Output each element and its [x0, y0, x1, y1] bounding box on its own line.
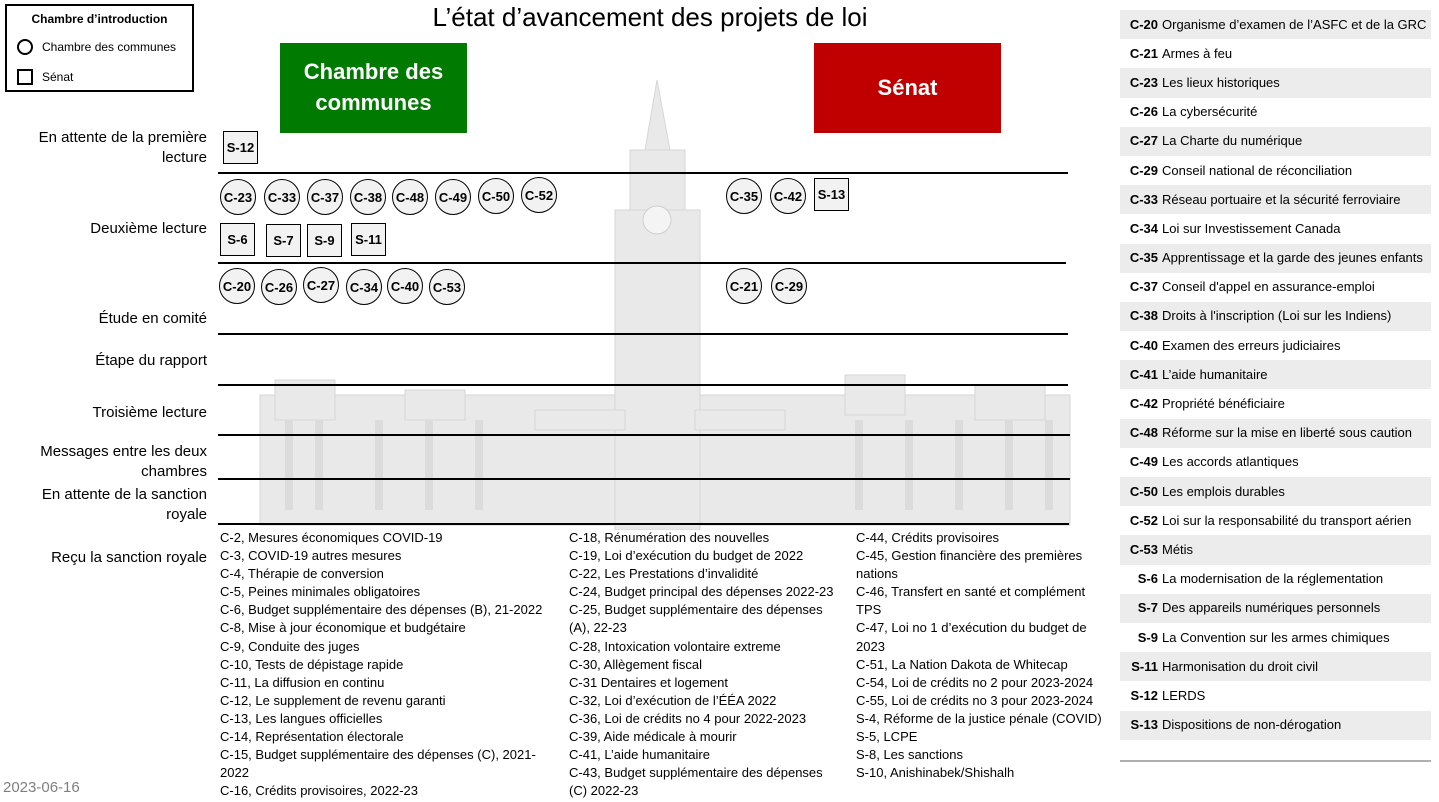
- legend: [5, 4, 194, 92]
- bill-badge[interactable]: C-38: [350, 179, 386, 215]
- bill-code: C-37: [1129, 279, 1158, 295]
- royal-assent-item: C-13, Les langues officielles: [220, 710, 383, 726]
- legend-commons: [17, 39, 176, 55]
- bill-list-row: [1120, 681, 1431, 710]
- bill-list-row: [1120, 244, 1431, 273]
- bill-code: C-52: [1129, 512, 1158, 528]
- bill-title: Les emplois durables: [1162, 483, 1285, 499]
- bill-title: Droits à l'inscription (Loi sur les Indiens): [1162, 308, 1392, 324]
- bill-code: C-23: [1129, 74, 1158, 90]
- bill-badge[interactable]: C-40: [387, 268, 423, 304]
- stage-royal-assent-pending: En attente de la sanction royale: [41, 486, 207, 523]
- bill-code: S-12: [1130, 687, 1158, 703]
- bill-badge[interactable]: C-50: [478, 178, 514, 214]
- bill-code: C-21: [1129, 45, 1158, 61]
- bill-badge[interactable]: C-53: [429, 269, 465, 305]
- bill-list-row: [1120, 331, 1431, 360]
- bill-list-row: [1120, 10, 1431, 39]
- bill-code: C-38: [1129, 308, 1158, 324]
- royal-assent-item: C-22, Les Prestations d’invalidité: [569, 566, 759, 582]
- bill-list-row: [1120, 711, 1431, 740]
- divider: [218, 478, 1070, 480]
- circle-icon: [17, 39, 33, 55]
- bill-list-row: [1120, 477, 1431, 506]
- commons-header: [280, 43, 467, 133]
- bill-title: L’aide humanitaire: [1162, 366, 1268, 382]
- royal-assent-item: C-46, Transfert en santé et complément: [856, 584, 1086, 600]
- royal-assent-item: C-43, Budget supplémentaire des dépenses: [569, 765, 823, 781]
- royal-assent-item: C-41, L’aide humanitaire: [569, 747, 710, 763]
- bill-list-row: [1120, 302, 1431, 331]
- bill-list-row: [1120, 39, 1431, 68]
- bill-badge[interactable]: C-37: [307, 179, 343, 215]
- divider: [218, 523, 1069, 525]
- royal-assent-item: C-44, Crédits provisoires: [856, 530, 1000, 545]
- royal-assent-item: nations: [856, 566, 898, 582]
- bill-badge[interactable]: C-29: [771, 268, 807, 304]
- bill-list-row: [1120, 419, 1431, 448]
- royal-assent-item: 2023: [856, 638, 885, 654]
- bill-title: Métis: [1162, 541, 1194, 557]
- royal-assent-item: C-54, Loi de crédits no 2 pour 2023-2024: [856, 674, 1094, 690]
- royal-assent-item: C-14, Représentation électorale: [220, 729, 404, 745]
- bill-badge[interactable]: C-33: [264, 179, 300, 215]
- stage-first-reading: En attente de la première lecture: [38, 129, 207, 166]
- royal-assent-col-3: [856, 529, 1102, 782]
- bill-title: Réseau portuaire et la sécurité ferroviaire: [1162, 191, 1401, 207]
- royal-assent-col-1: [220, 529, 542, 800]
- bill-list-row: [1120, 68, 1431, 97]
- royal-assent-col-2: [569, 529, 834, 800]
- bill-badge[interactable]: S-12: [223, 131, 258, 164]
- royal-assent-item: TPS: [856, 602, 882, 618]
- royal-assent-item: C-47, Loi no 1 d’exécution du budget de: [856, 620, 1087, 636]
- legend-title: Chambre d’introduction: [31, 12, 168, 26]
- bill-title: Des appareils numériques personnels: [1162, 600, 1381, 616]
- royal-assent-item: C-8, Mise à jour économique et budgétaire: [220, 620, 466, 636]
- stage-report: Étape du rapport: [95, 352, 207, 369]
- bill-code: S-11: [1131, 658, 1158, 674]
- bill-list-row: [1120, 623, 1431, 652]
- bill-title: Propriété bénéficiaire: [1162, 396, 1285, 412]
- bill-title: La Convention sur les armes chimiques: [1162, 629, 1390, 645]
- royal-assent-item: C-19, Loi d’exécution du budget de 2022: [569, 548, 804, 564]
- bill-list-row: [1120, 565, 1431, 594]
- bill-title: Dispositions de non-dérogation: [1162, 717, 1342, 733]
- bill-list-row: [1120, 506, 1431, 535]
- bill-code: C-33: [1129, 191, 1158, 207]
- date-label: 2023-06-16: [3, 779, 80, 796]
- bill-badge[interactable]: C-23: [220, 179, 256, 215]
- royal-assent-item: C-30, Allègement fiscal: [569, 656, 702, 672]
- bill-code: C-29: [1129, 162, 1158, 178]
- bill-code: C-40: [1129, 337, 1158, 353]
- bill-badge[interactable]: C-21: [726, 268, 762, 304]
- royal-assent-item: S-4, Réforme de la justice pénale (COVID): [856, 710, 1102, 726]
- bill-list-row: [1120, 535, 1431, 564]
- royal-assent-item: C-55, Loi de crédits no 3 pour 2023-2024: [856, 692, 1094, 708]
- bill-list-row: [1120, 389, 1431, 418]
- bill-code: C-53: [1129, 541, 1158, 557]
- bill-code: S-9: [1137, 629, 1158, 645]
- bill-code: C-35: [1129, 250, 1158, 266]
- bill-code: S-13: [1130, 717, 1158, 733]
- royal-assent-item: C-5, Peines minimales obligatoires: [220, 584, 421, 600]
- royal-assent-item: S-8, Les sanctions: [856, 747, 963, 763]
- bill-badge[interactable]: S-7: [266, 224, 301, 257]
- bill-code: C-20: [1129, 16, 1158, 32]
- senate-header-label: Sénat: [877, 74, 938, 100]
- divider: [218, 434, 1070, 436]
- bill-list: [1120, 10, 1431, 740]
- royal-assent-item: C-24, Budget principal des dépenses 2022-23: [569, 584, 834, 600]
- bill-title: Les lieux historiques: [1162, 74, 1280, 90]
- bill-title: Loi sur Investissement Canada: [1162, 220, 1341, 236]
- square-icon: [17, 69, 33, 85]
- divider: [218, 333, 1068, 335]
- bill-code: S-6: [1137, 571, 1158, 587]
- royal-assent-item: S-5, LCPE: [856, 729, 918, 745]
- divider: [1120, 760, 1431, 762]
- bill-badge[interactable]: S-6: [220, 223, 255, 256]
- legend-senate-label: Sénat: [42, 70, 74, 84]
- royal-assent-item: C-25, Budget supplémentaire des dépenses: [569, 602, 823, 618]
- royal-assent-item: C-36, Loi de crédits no 4 pour 2022-2023: [569, 710, 807, 726]
- bill-title: Conseil d'appel en assurance-emploi: [1162, 279, 1375, 295]
- bill-badge[interactable]: C-35: [726, 178, 762, 214]
- bill-list-row: [1120, 98, 1431, 127]
- royal-assent-item: S-10, Anishinabek/Shishalh: [856, 765, 1015, 781]
- bill-code: C-34: [1129, 220, 1158, 236]
- royal-assent-item: C-28, Intoxication volontaire extreme: [569, 638, 781, 654]
- divider: [218, 172, 1068, 174]
- stage-committee: Étude en comité: [98, 310, 207, 327]
- bill-list-row: [1120, 594, 1431, 623]
- stage-third-reading: Troisième lecture: [92, 404, 207, 421]
- royal-assent-item: C-9, Conduite des juges: [220, 638, 360, 654]
- bill-title: Les accords atlantiques: [1162, 454, 1299, 470]
- legend-commons-label: Chambre des communes: [42, 40, 177, 54]
- bill-list-row: [1120, 185, 1431, 214]
- bill-title: Examen des erreurs judiciaires: [1162, 337, 1341, 353]
- bill-title: Loi sur la responsabilité du transport aérien: [1162, 512, 1412, 528]
- stage-second-reading: Deuxième lecture: [90, 220, 207, 237]
- stage-royal-assent: Reçu la sanction royale: [51, 549, 207, 566]
- bill-badge[interactable]: C-49: [435, 179, 471, 215]
- royal-assent-item: C-2, Mesures économiques COVID-19: [220, 530, 443, 545]
- bill-title: LERDS: [1162, 687, 1206, 703]
- bill-title: Apprentissage et la garde des jeunes enfants: [1162, 250, 1423, 266]
- royal-assent-item: C-10, Tests de dépistage rapide: [220, 656, 404, 672]
- bill-list-row: [1120, 214, 1431, 243]
- bill-code: C-50: [1129, 483, 1158, 499]
- royal-assent-item: C-6, Budget supplémentaire des dépenses (B), 21-2022: [220, 602, 543, 618]
- bill-code: C-27: [1129, 133, 1158, 149]
- bill-badge[interactable]: C-34: [346, 269, 382, 305]
- royal-assent-item: C-39, Aide médicale à mourir: [569, 729, 737, 745]
- bill-badge[interactable]: C-20: [219, 268, 255, 304]
- royal-assent-item: C-4, Thérapie de conversion: [220, 566, 384, 582]
- bill-code: C-49: [1129, 454, 1158, 470]
- bill-list-row: [1120, 360, 1431, 389]
- page-title: L’état d’avancement des projets de loi: [432, 2, 868, 32]
- bill-title: Organisme d’examen de l’ASFC et de la GRC: [1162, 16, 1427, 32]
- bill-badge[interactable]: S-9: [307, 224, 342, 257]
- royal-assent-item: C-32, Loi d’exécution de l’ÉÉA 2022: [569, 692, 777, 708]
- bill-code: C-41: [1129, 366, 1158, 382]
- bill-title: Armes à feu: [1162, 45, 1233, 61]
- legend-senate: [17, 69, 73, 85]
- royal-assent-item: 2022: [220, 765, 249, 781]
- royal-assent-item: (A), 22-23: [569, 620, 627, 636]
- bill-badge[interactable]: C-42: [770, 178, 806, 214]
- bill-code: S-7: [1137, 600, 1158, 616]
- bill-code: C-26: [1129, 104, 1158, 120]
- commons-header-label: Chambre des communes: [303, 59, 444, 115]
- bill-list-row: [1120, 448, 1431, 477]
- royal-assent-item: C-31 Dentaires et logement: [569, 674, 728, 690]
- bill-title: Conseil national de réconciliation: [1162, 162, 1353, 178]
- bill-badge[interactable]: S-11: [351, 223, 386, 256]
- bill-list-row: [1120, 127, 1431, 156]
- royal-assent-item: C-51, La Nation Dakota de Whitecap: [856, 656, 1068, 672]
- bill-badge[interactable]: S-13: [814, 178, 849, 211]
- bill-list-row: [1120, 156, 1431, 185]
- bill-title: La cybersécurité: [1162, 104, 1258, 120]
- bill-list-row: [1120, 273, 1431, 302]
- royal-assent-item: C-15, Budget supplémentaire des dépenses (C), 2021-: [220, 747, 536, 763]
- royal-assent-item: C-16, Crédits provisoires, 2022-23: [220, 783, 418, 799]
- bill-badge[interactable]: C-27: [303, 267, 339, 303]
- royal-assent-item: (C) 2022-23: [569, 783, 639, 799]
- bill-badge[interactable]: C-48: [392, 179, 428, 215]
- divider: [218, 262, 1066, 264]
- royal-assent-item: C-12, Le supplement de revenu garanti: [220, 692, 446, 708]
- bill-badge[interactable]: C-26: [261, 269, 297, 305]
- stage-messages: Messages entre les deux chambres: [40, 443, 207, 480]
- royal-assent-item: C-18, Rénumération des nouvelles: [569, 530, 770, 545]
- divider: [218, 384, 1068, 386]
- bill-code: C-42: [1129, 396, 1158, 412]
- bill-badge[interactable]: C-52: [521, 177, 557, 213]
- bill-title: Réforme sur la mise en liberté sous caution: [1162, 425, 1413, 441]
- bill-title: Harmonisation du droit civil: [1162, 658, 1319, 674]
- bill-code: C-48: [1129, 425, 1158, 441]
- royal-assent-item: C-45, Gestion financière des premières: [856, 548, 1083, 564]
- bill-title: La Charte du numérique: [1162, 133, 1303, 149]
- bill-title: La modernisation de la réglementation: [1162, 571, 1384, 587]
- royal-assent-item: C-11, La diffusion en continu: [220, 674, 385, 690]
- bill-list-row: [1120, 652, 1431, 681]
- royal-assent-item: C-3, COVID-19 autres mesures: [220, 548, 402, 564]
- senate-header: [814, 43, 1001, 133]
